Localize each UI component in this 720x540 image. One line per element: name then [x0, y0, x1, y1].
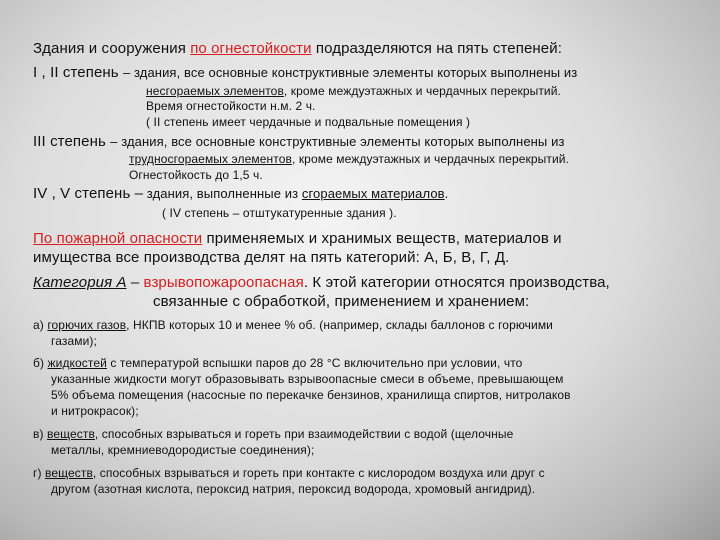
fire-resistance-heading [33, 40, 562, 57]
degree-3-label: III степень [33, 133, 111, 150]
degree-4-5-text: здания, выполненные из [143, 186, 302, 201]
item-a-line-1 [33, 318, 553, 332]
degree-1-2-line [33, 64, 577, 82]
item-a-marker: а) [33, 318, 48, 332]
item-b-line-1 [33, 356, 522, 370]
item-b-line-4: и нитрокрасок); [51, 404, 139, 418]
degree-2-note: ( II степень имеет чердачные и подвальные помещения ) [146, 115, 471, 129]
category-a-label: Категория А [33, 274, 127, 291]
fire-resistance-link[interactable]: по огнестойкости [190, 40, 312, 57]
item-g-line-2: другом (азотная кислота, пероксид натрия, пероксид водорода, хромовый ангидрид). [51, 482, 536, 496]
substances-water-link[interactable]: веществ [47, 427, 95, 441]
item-g-line-1 [33, 466, 545, 480]
heading-text: Здания и сооружения [33, 40, 191, 57]
category-a-name: взрывопожароопасная [143, 274, 304, 291]
category-a-dash: – [126, 274, 144, 291]
item-v-line-1 [33, 427, 513, 441]
fire-hazard-link[interactable]: По пожарной опасности [33, 230, 203, 247]
fire-hazard-text: применяемых и хранимых веществ, материалов и [202, 230, 562, 247]
degree-4-note: ( IV степень – отштукатуренные здания ). [162, 206, 397, 220]
item-b-text: с температурой вспышки паров до 28 °С включительно при условии, что [106, 356, 523, 370]
fire-hazard-line-2: имущества все производства делят на пять категорий: А, Б, В, Г, Д. [33, 249, 510, 266]
degree-3-cont [129, 152, 569, 166]
substances-oxygen-link[interactable]: веществ [45, 466, 93, 480]
degree-1-2-label: I , II степень [33, 64, 123, 81]
degree-3-text: – здания, все основные конструктивные элементы которых выполнены из [110, 134, 565, 149]
combustible-gases-link[interactable]: горючих газов [47, 318, 127, 332]
item-v-line-2: металлы, кремниеводородистые соединения); [51, 443, 315, 457]
item-g-marker: г) [33, 466, 46, 480]
category-a-line [33, 274, 610, 291]
liquids-link[interactable]: жидкостей [47, 356, 107, 370]
item-a-line-2: газами); [51, 334, 97, 348]
item-b-marker: б) [33, 356, 48, 370]
hard-combustible-elements-link[interactable]: трудносгораемых элементов [129, 152, 292, 166]
item-b-line-2: указанные жидкости могут образовывать взрывоопасные смеси в объеме, превышающем [51, 372, 564, 386]
degree-4-5-label: IV , V степень – [33, 185, 144, 202]
item-g-text: , способных взрываться и гореть при контакте с кислородом воздуха или друг с [92, 466, 545, 480]
degree-3-text-cont: , кроме междуэтажных и чердачных перекрытий. [291, 152, 569, 166]
item-v-text: , способных взрываться и гореть при взаимодействии с водой (щелочные [94, 427, 514, 441]
degree-3-time: Огнестойкость до 1,5 ч. [129, 168, 263, 182]
item-b-line-3: 5% объема помещения (насосные по перекачке бензинов, хранилища спиртов, нитролаков [51, 388, 571, 402]
degree-1-2-cont [146, 84, 561, 98]
item-v-marker: в) [33, 427, 48, 441]
degree-4-5-dot: . [444, 186, 449, 201]
nonflammable-elements-link[interactable]: несгораемых элементов [146, 84, 284, 98]
degree-3-line [33, 133, 565, 151]
category-a-text: . К этой категории относятся производства, [303, 274, 610, 291]
fire-hazard-line-1 [33, 230, 562, 247]
degree-4-5-line [33, 185, 448, 203]
combustible-materials-link[interactable]: сгораемых материалов [301, 186, 445, 201]
degree-1-2-time: Время огнестойкости н.м. 2 ч. [146, 99, 316, 113]
heading-text-end: подразделяются на пять степеней: [311, 40, 562, 57]
category-a-line-2: связанные с обработкой, применением и хранением: [153, 293, 530, 310]
item-a-text: , НКПВ которых 10 и менее % об. (например, склады баллонов с горючими [126, 318, 553, 332]
degree-1-2-text-cont: , кроме междуэтажных и чердачных перекрытий. [283, 84, 561, 98]
degree-1-2-text: – здания, все основные конструктивные элементы которых выполнены из [122, 65, 578, 80]
